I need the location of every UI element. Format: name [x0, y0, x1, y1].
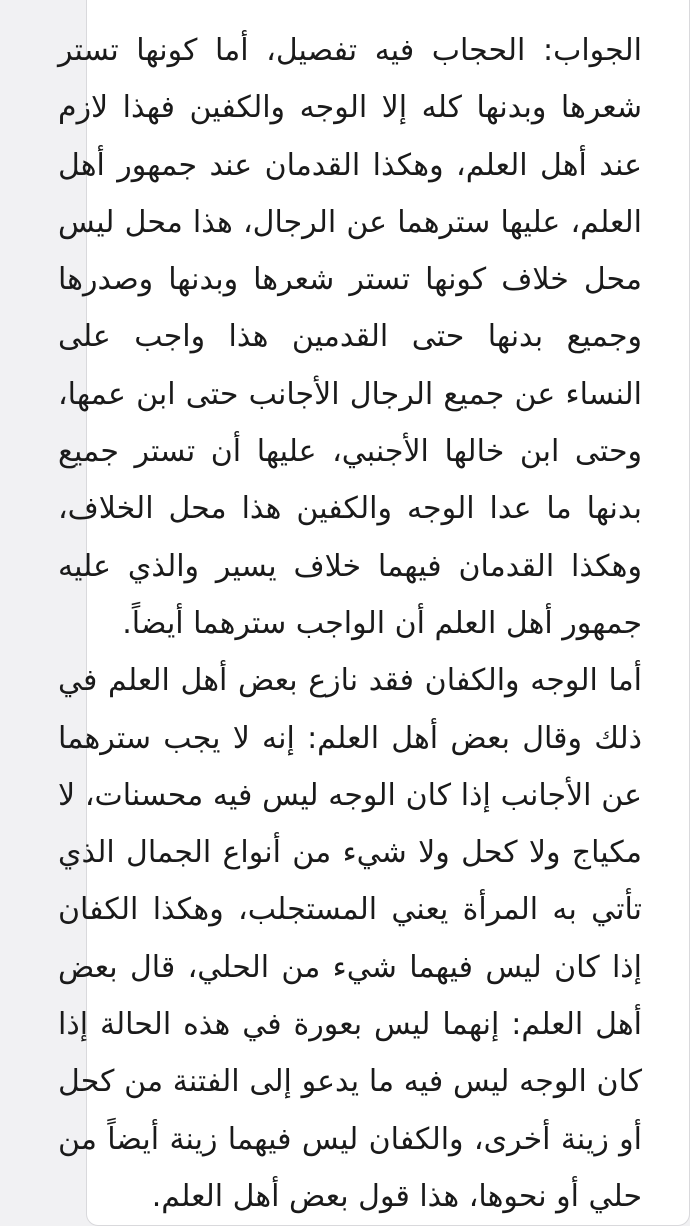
paragraph-answer: الجواب: الحجاب فيه تفصيل، أما كونها تستر شعرها وبدنها كله إلا الوجه والكفين فهذا لازم عند أهل العلم، وهكذا القدمان عند جمهور أهل العلم، عليها سترهما عن الرجال، هذا محل ليس محل خلاف كونها تستر شعرها وبدنها وصدرها وجميع بدنها حتى القدمين هذا واجب على النساء عن جميع الرجال الأجانب حتى ابن عمها، وحتى ابن خالها الأجنبي، عليها أن تستر جميع بدنها ما عدا الوجه والكفين هذا محل الخلاف، وهكذا القدمان فيهما خلاف يسير والذي عليه جمهور أهل العلم أن الواجب سترهما أيضاً.: [58, 33, 642, 641]
article-body: [0, 22, 690, 1214]
paragraph-face-hands: أما الوجه والكفان فقد نازع بعض أهل العلم في ذلك وقال بعض أهل العلم: إنه لا يجب سترهما عن الأجانب إذا كان الوجه ليس فيه محسنات، لا مكياج ولا كحل ولا شيء من أنواع الجمال الذي تأتي به المرأة يعني المستجلب، وهكذا الكفان إذا كان ليس فيهما شيء من الحلي، قال بعض أهل العلم: إنهما ليس بعورة في هذه الحالة إذا كان الوجه ليس فيه ما يدعو إلى الفتنة من كحل أو زينة أخرى، والكفان ليس فيهما زينة أيضاً من حلي أو نحوها، هذا قول بعض أهل العلم.: [58, 663, 642, 1214]
